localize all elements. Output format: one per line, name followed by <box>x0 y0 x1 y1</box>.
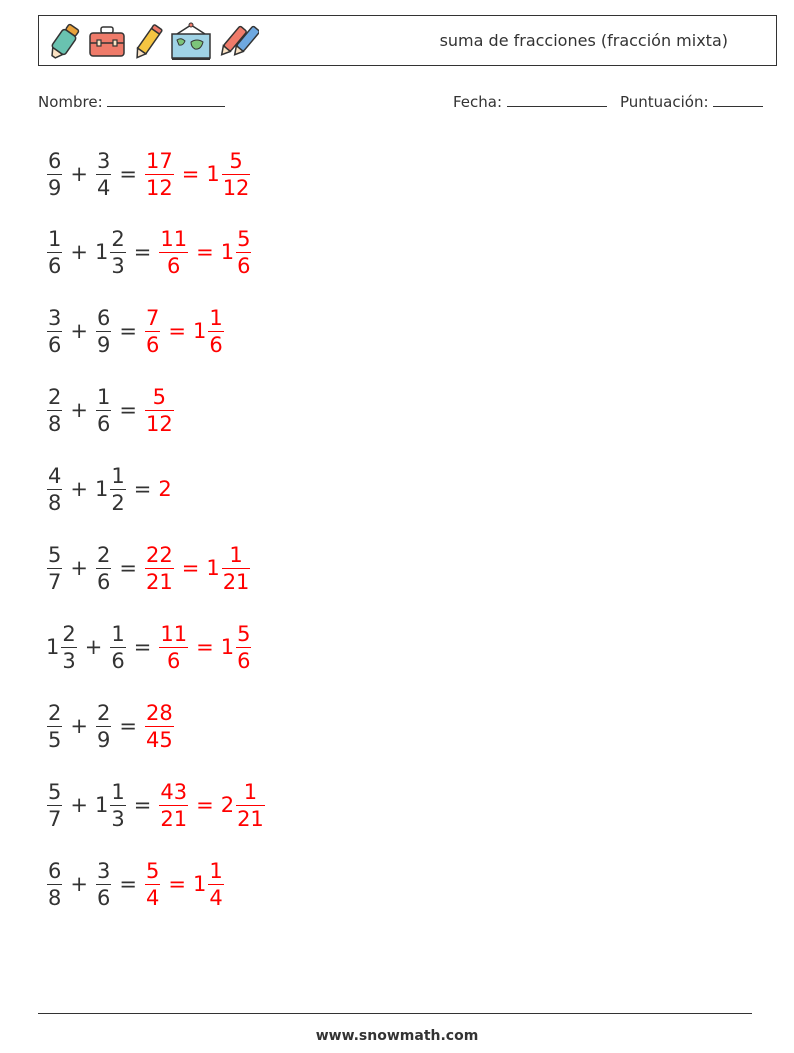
numerator: 3 <box>96 148 111 173</box>
worksheet-header <box>38 15 777 66</box>
denominator: 3 <box>62 648 76 673</box>
equals-sign: = <box>196 635 214 659</box>
addend-a <box>46 858 63 911</box>
numerator: 1 <box>111 779 125 804</box>
score-line[interactable] <box>713 92 763 107</box>
equals-sign: = <box>181 556 200 580</box>
numerator: 4 <box>48 463 62 488</box>
numerator: 1 <box>111 621 125 646</box>
score-label: Puntuación: <box>620 93 709 111</box>
fraction <box>47 542 62 595</box>
denominator: 2 <box>111 490 125 515</box>
answer-fraction <box>144 542 175 595</box>
answer-fraction <box>158 621 189 674</box>
answer-mixed <box>206 542 251 595</box>
denominator: 6 <box>237 648 251 673</box>
name-field <box>38 92 225 111</box>
fraction <box>159 621 188 674</box>
denominator: 6 <box>167 253 181 278</box>
equals-sign: = <box>133 477 152 501</box>
denominator: 6 <box>209 332 223 357</box>
fraction <box>145 148 174 201</box>
numerator: 5 <box>48 779 62 804</box>
numerator: 1 <box>229 542 243 567</box>
denominator: 6 <box>96 885 111 910</box>
answer-fraction <box>158 226 189 279</box>
equals-sign: = <box>119 714 137 738</box>
answer-fraction <box>144 305 161 358</box>
plus-sign: + <box>70 556 88 580</box>
denominator: 21 <box>237 806 264 831</box>
addend-a <box>46 226 63 279</box>
denominator: 3 <box>111 806 125 831</box>
fraction <box>96 700 111 753</box>
problem-row <box>46 379 175 441</box>
denominator: 45 <box>145 727 173 752</box>
numerator: 1 <box>209 305 223 330</box>
fraction <box>47 779 62 832</box>
name-line[interactable] <box>107 92 225 107</box>
answer-mixed <box>206 148 251 201</box>
fraction <box>236 779 265 832</box>
problem-row <box>46 774 266 836</box>
addend-b <box>95 384 112 437</box>
denominator: 4 <box>96 175 111 200</box>
numerator: 6 <box>96 305 111 330</box>
denominator: 12 <box>222 175 250 200</box>
problem-row <box>46 537 251 599</box>
equals-sign: = <box>133 635 152 659</box>
addend-b <box>95 700 112 753</box>
denominator: 9 <box>48 175 62 200</box>
numerator: 5 <box>145 858 160 883</box>
worksheet-title: suma de fracciones (fracción mixta) <box>439 31 728 50</box>
fraction <box>47 226 62 279</box>
numerator: 1 <box>111 463 125 488</box>
date-field <box>453 92 607 111</box>
equals-sign: = <box>196 240 214 264</box>
footer-divider <box>38 1013 752 1014</box>
addend-a <box>46 779 63 832</box>
numerator: 2 <box>62 621 76 646</box>
denominator: 9 <box>96 727 111 752</box>
answer-mixed <box>193 858 225 911</box>
denominator: 6 <box>96 411 111 436</box>
equals-sign: = <box>119 319 137 343</box>
equals-sign: = <box>168 872 186 896</box>
map-board-icon <box>169 22 213 62</box>
equals-sign: = <box>119 162 137 186</box>
denominator: 6 <box>145 332 160 357</box>
denominator: 6 <box>48 332 62 357</box>
problem-row <box>46 143 251 205</box>
numerator: 1 <box>243 779 258 804</box>
date-line[interactable] <box>507 92 607 107</box>
denominator: 12 <box>145 175 173 200</box>
equals-sign: = <box>168 319 186 343</box>
fraction <box>47 305 62 358</box>
fraction <box>96 858 111 911</box>
fraction <box>222 148 251 201</box>
denominator: 6 <box>111 648 125 673</box>
fraction <box>96 542 111 595</box>
equals-sign: = <box>196 793 214 817</box>
pencil-icon <box>133 22 163 62</box>
fraction <box>110 463 125 516</box>
numerator: 3 <box>48 305 62 330</box>
fraction <box>47 384 62 437</box>
whole-number: 2 <box>220 793 235 817</box>
denominator: 4 <box>209 885 223 910</box>
whole-number: 1 <box>220 635 235 659</box>
answer-mixed <box>221 621 253 674</box>
fraction <box>96 305 111 358</box>
addend-a <box>46 305 63 358</box>
denominator: 9 <box>96 332 111 357</box>
fraction <box>145 700 174 753</box>
addend-a <box>46 621 78 674</box>
whole-number: 1 <box>220 240 235 264</box>
denominator: 4 <box>145 885 160 910</box>
fraction <box>110 226 125 279</box>
denominator: 6 <box>167 648 181 673</box>
numerator: 2 <box>48 700 62 725</box>
numerator: 6 <box>48 148 62 173</box>
denominator: 21 <box>222 569 250 594</box>
addend-a <box>46 700 63 753</box>
addend-b <box>95 542 112 595</box>
denominator: 5 <box>48 727 62 752</box>
denominator: 8 <box>48 885 62 910</box>
fraction <box>208 858 223 911</box>
addend-b <box>109 621 126 674</box>
fraction <box>222 542 251 595</box>
numerator: 2 <box>96 542 111 567</box>
whole-number: 1 <box>94 793 109 817</box>
fraction <box>145 305 160 358</box>
fraction <box>110 779 125 832</box>
fraction <box>96 148 111 201</box>
equals-sign: = <box>119 556 137 580</box>
answer-mixed <box>221 226 253 279</box>
pen-pencil-icon <box>219 22 259 62</box>
fraction <box>159 779 188 832</box>
denominator: 12 <box>145 411 173 436</box>
fraction <box>145 858 160 911</box>
fraction <box>96 384 111 437</box>
fraction <box>159 226 188 279</box>
equals-sign: = <box>119 872 137 896</box>
denominator: 7 <box>48 569 62 594</box>
numerator: 2 <box>96 700 111 725</box>
problem-row <box>46 616 252 678</box>
fraction <box>236 226 251 279</box>
whole-number: 1 <box>192 872 207 896</box>
date-label: Fecha: <box>453 93 503 111</box>
fraction <box>145 384 174 437</box>
plus-sign: + <box>70 319 88 343</box>
addend-b <box>95 463 127 516</box>
plus-sign: + <box>70 477 88 501</box>
denominator: 21 <box>160 806 188 831</box>
fraction <box>61 621 76 674</box>
numerator: 17 <box>145 148 173 173</box>
denominator: 3 <box>111 253 125 278</box>
answer-mixed <box>221 779 266 832</box>
numerator: 5 <box>237 621 251 646</box>
addend-b <box>95 779 127 832</box>
problem-row <box>46 458 172 520</box>
plus-sign: + <box>70 714 88 738</box>
addend-a <box>46 463 63 516</box>
marker-icon <box>47 22 81 62</box>
whole-number: 1 <box>94 477 109 501</box>
answer-fraction <box>158 779 189 832</box>
denominator: 6 <box>96 569 111 594</box>
answer-fraction <box>144 858 161 911</box>
plus-sign: + <box>70 240 88 264</box>
numerator: 22 <box>145 542 173 567</box>
denominator: 21 <box>145 569 173 594</box>
denominator: 8 <box>48 411 62 436</box>
fraction <box>110 621 125 674</box>
addend-a <box>46 542 63 595</box>
numerator: 5 <box>229 148 243 173</box>
numerator: 1 <box>48 226 62 251</box>
numerator: 2 <box>48 384 62 409</box>
denominator: 6 <box>48 253 62 278</box>
addend-b <box>95 226 127 279</box>
answer-fraction <box>144 148 175 201</box>
briefcase-icon <box>87 24 127 60</box>
denominator: 7 <box>48 806 62 831</box>
plus-sign: + <box>70 872 88 896</box>
score-field <box>620 92 763 111</box>
answer-fraction <box>144 384 175 437</box>
header-icons <box>47 21 259 63</box>
fraction <box>47 148 62 201</box>
equals-sign: = <box>133 793 152 817</box>
numerator: 7 <box>145 305 160 330</box>
numerator: 1 <box>209 858 223 883</box>
fraction <box>47 700 62 753</box>
addend-b <box>95 148 112 201</box>
equals-sign: = <box>133 240 152 264</box>
numerator: 6 <box>48 858 62 883</box>
problem-row <box>46 853 225 915</box>
plus-sign: + <box>84 635 103 659</box>
numerator: 11 <box>160 621 188 646</box>
problem-row <box>46 300 225 362</box>
problem-row <box>46 695 175 757</box>
name-label: Nombre: <box>38 93 103 111</box>
answer-fraction <box>144 700 175 753</box>
denominator: 6 <box>237 253 251 278</box>
numerator: 5 <box>152 384 167 409</box>
fraction <box>145 542 174 595</box>
footer-site: www.snowmath.com <box>315 1028 479 1044</box>
answer-whole: 2 <box>158 477 172 501</box>
fraction <box>208 305 223 358</box>
addend-a <box>46 148 63 201</box>
equals-sign: = <box>119 398 137 422</box>
plus-sign: + <box>70 162 88 186</box>
numerator: 3 <box>96 858 111 883</box>
fraction <box>236 621 251 674</box>
numerator: 1 <box>96 384 111 409</box>
fraction <box>47 463 62 516</box>
whole-number: 1 <box>46 635 60 659</box>
problem-row <box>46 221 252 283</box>
numerator: 2 <box>111 226 125 251</box>
numerator: 5 <box>48 542 62 567</box>
numerator: 5 <box>237 226 251 251</box>
addend-a <box>46 384 63 437</box>
whole-number: 1 <box>206 556 220 580</box>
denominator: 8 <box>48 490 62 515</box>
plus-sign: + <box>70 793 88 817</box>
answer-mixed <box>193 305 225 358</box>
addend-b <box>95 305 112 358</box>
whole-number: 1 <box>206 162 220 186</box>
fraction <box>47 858 62 911</box>
numerator: 28 <box>145 700 173 725</box>
numerator: 11 <box>160 226 188 251</box>
numerator: 43 <box>160 779 188 804</box>
whole-number: 1 <box>192 319 207 343</box>
equals-sign: = <box>181 162 200 186</box>
plus-sign: + <box>70 398 88 422</box>
addend-b <box>95 858 112 911</box>
whole-number: 1 <box>94 240 109 264</box>
